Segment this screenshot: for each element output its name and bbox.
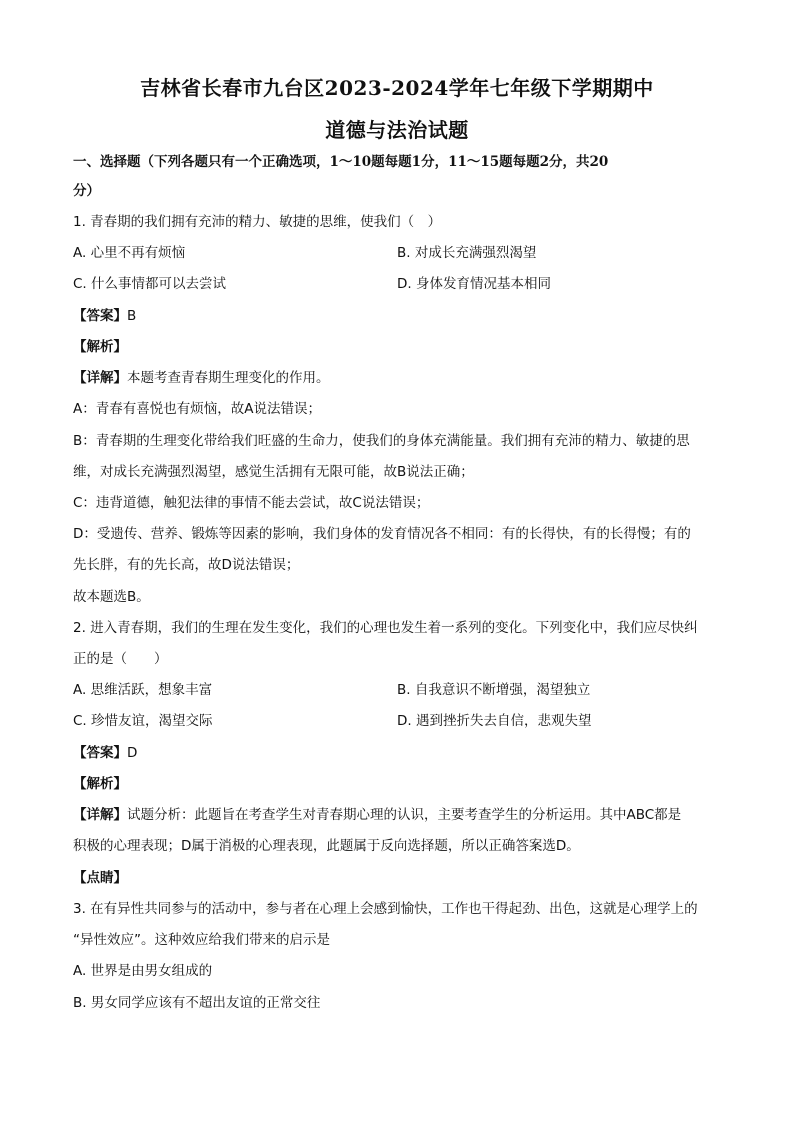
detail-intro: 本题考查青春期生理变化的作用。 [127, 370, 330, 386]
q2-option-a: A. 思维活跃，想象丰富 [73, 682, 213, 698]
q1-option-d: D. 身体发育情况基本相同 [397, 276, 551, 292]
q1-option-c: C. 什么事情都可以去尝试 [73, 276, 227, 292]
answer-tag: 【答案】 [73, 308, 127, 324]
q3-option-b: B. 男女同学应该有不超出友谊的正常交往 [73, 995, 321, 1011]
exam-subtitle: 道德与法治试题 [325, 118, 469, 142]
q1-explain-d1: D：受遗传、营养、锻炼等因素的影响，我们身体的发育情况各不相同：有的长得快，有的长得慢；有的 [73, 526, 691, 542]
section-heading: 一、选择题（下列各题只有一个正确选项，1～10题每题1分，11～15题每题2分，共20 [73, 154, 609, 170]
q1-conclusion: 故本题选B。 [73, 589, 150, 605]
question-1-stem: 1. 青春期的我们拥有充沛的精力、敏捷的思维，使我们（ ） [73, 214, 442, 230]
question-3-stem-cont: “异性效应”。这种效应给我们带来的启示是 [73, 932, 330, 948]
section-heading-cont: 分） [73, 183, 100, 199]
q1-option-b: B. 对成长充满强烈渴望 [397, 245, 537, 261]
detail-tag: 【详解】 [73, 807, 127, 823]
q1-explain-b1: B：青春期的生理变化带给我们旺盛的生命力，使我们的身体充满能量。我们拥有充沛的精力、敏捷的思 [73, 433, 690, 449]
q2-comment-tag: 【点睛】 [73, 870, 127, 886]
exam-title: 吉林省长春市九台区2023-2024学年七年级下学期期中 [140, 76, 654, 100]
q1-analysis-tag: 【解析】 [73, 339, 127, 355]
question-3-stem: 3. 在有异性共同参与的活动中，参与者在心理上会感到愉快，工作也干得起劲、出色，这就是心理学上的 [73, 901, 698, 917]
answer-value: B [127, 308, 137, 324]
q1-answer [73, 306, 136, 326]
q3-option-a: A. 世界是由男女组成的 [73, 963, 213, 979]
detail-text: 试题分析：此题旨在考查学生对青春期心理的认识，主要考查学生的分析运用。其中ABC都是 [127, 807, 682, 823]
q1-explain-c: C：违背道德，触犯法律的事情不能去尝试，故C说法错误； [73, 495, 430, 511]
q2-answer [73, 743, 137, 763]
q1-option-a: A. 心里不再有烦恼 [73, 245, 186, 261]
q2-analysis-tag: 【解析】 [73, 776, 127, 792]
q2-option-b: B. 自我意识不断增强，渴望独立 [397, 682, 591, 698]
q2-option-d: D. 遇到挫折失去自信，悲观失望 [397, 713, 592, 729]
q2-detail-cont: 积极的心理表现；D属于消极的心理表现，此题属于反向选择题，所以正确答案选D。 [73, 838, 580, 854]
q1-explain-d2: 先长胖，有的先长高，故D说法错误； [73, 557, 300, 573]
q1-explain-a: A：青春有喜悦也有烦恼，故A说法错误； [73, 401, 321, 417]
q2-option-c: C. 珍惜友谊，渴望交际 [73, 713, 213, 729]
q1-explain-b2: 维，对成长充满强烈渴望，感觉生活拥有无限可能，故B说法正确； [73, 464, 474, 480]
answer-tag: 【答案】 [73, 745, 127, 761]
detail-tag: 【详解】 [73, 370, 127, 386]
question-2-stem: 2. 进入青春期，我们的生理在发生变化，我们的心理也发生着一系列的变化。下列变化中，我们应尽快纠 [73, 620, 698, 636]
q1-detail [73, 368, 330, 388]
question-2-stem-cont: 正的是（ ） [73, 651, 168, 667]
q2-detail [73, 805, 681, 825]
answer-value: D [127, 745, 138, 761]
